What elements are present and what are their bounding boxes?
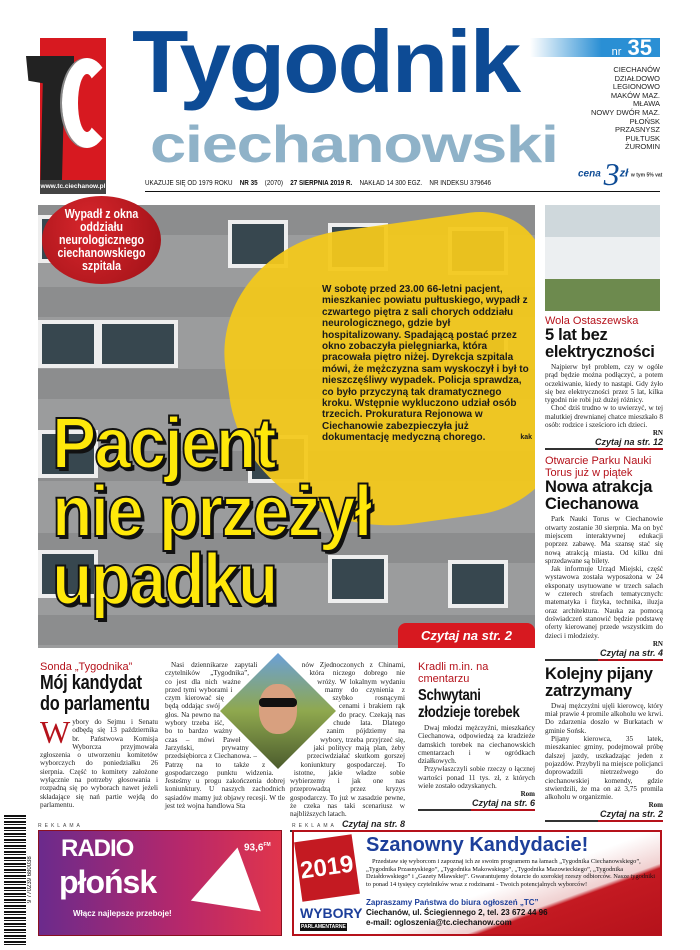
election-badge-sub: PARLAMENTARNE	[301, 924, 346, 930]
barcode-digits: 9 770239 680038	[27, 856, 33, 904]
town: MAKÓW MAZ.	[610, 90, 660, 100]
price-currency: zł	[619, 167, 629, 180]
sonda-col3: nów Zjednoczonych z Chinami, która niczego dobrego nie wróży. W lokalnym wydaniu mamy do czynienia z szybko rosnącymi cenami i brakiem rąk do pracy. Czekają nas chude lata. Dlatego zanim pójdziemy na wybory, trzeba przyjrzeć się, jaki politycy mają plan, żeby przeciwdziałać skutkom gorszej koniunktury gospodarczej. To istotne, jakie władze sobie wybierzemy i jak one nas przeprowadzą przez kryzys gospodarczy. To już w zasadzie pewne, że czeka nas taki scenariusz w najbliższych latach.	[290, 661, 405, 819]
article-electricity	[545, 315, 663, 450]
website-link[interactable]: www.tc.ciechanow.pl	[40, 180, 106, 194]
read-more-main[interactable]: Czytaj na str. 2	[398, 623, 535, 648]
headline-line: upadku	[52, 540, 277, 620]
article-title: Mój kandydat do parlamentu	[40, 672, 150, 715]
right-column	[545, 315, 663, 822]
kicker: Kradli m.in. na cmentarzu	[418, 661, 489, 685]
sonda-col2: Nasi dziennikarze zapytali czytelników „Tygodnika”, co jest dla nich ważne przed tymi wyborami i czym kierować się będą oddając swój głos. Na pewno na wybory trzeba iść, bo to bardzo ważny czas – mówi Paweł Jarzyński, prywatny przedsiębiorca z Ciechanowa. – Patrzę na to także z gospodarczego punktu widzenia. Jesteśmy u progu zakończenia dobrej koniunktury. U naszych zachodnich sąsiadów mamy już objawy recesji. W tle jest też wojna handlowa Sta	[165, 661, 285, 811]
play-logo-icon	[179, 847, 261, 932]
price-vat: w tym 5% vat	[630, 172, 663, 179]
paragraph: Jak informuje Urząd Miejski, część wystawowa została wyposażona w 24 eksponaty usytuowane w trzech salach w czterech strefach tematycznych: matematyka i fizyka, technika, iluzja oraz architektura. Nauka za pomocą doświadczeń stanowić będzie podstawę oferty kierowanej przede wszystkim do dzieci i młodzieży.	[545, 565, 663, 640]
election-badge-text: WYBORY	[300, 905, 363, 921]
election-ad-title: Szanowny Kandydacie!	[366, 834, 589, 856]
issue-number: 35	[627, 35, 652, 60]
total: (2070)	[264, 180, 284, 187]
paragraph: Przywłaszczyli sobie rzeczy o łącznej wartości ponad 11 tys. zł, z których wiele zostało odzyskanych.	[418, 765, 535, 791]
election-ad-invite: Zapraszamy Państwa do biura ogłoszeń „TC”	[366, 898, 539, 907]
town: MŁAWA	[633, 99, 660, 109]
radio-word: RADIO	[61, 835, 134, 862]
article-title: Schwytani złodzieje torebek	[418, 687, 520, 721]
paragraph: Park Nauki Torus w Ciechanowie otwarty zostanie 30 sierpnia. Ma on być miejscem interaktywnej edukacji poprzez zabawę. Ma szansę stać się nową atrakcją miasta. Od kilku dni sprzedawane są bilety.	[545, 515, 663, 565]
kicker: Sonda „Tygodnika”	[40, 661, 133, 673]
author: Rom	[520, 790, 535, 799]
paragraph: Choć dziś trudno w to uwierzyć, w tej malutkiej drewnianej chatce mieszkało 8 osób: rodzice i sześcioro ich dzieci.	[545, 404, 663, 430]
article-title: 5 lat bez elektryczności	[545, 326, 655, 361]
town: LEGIONOWO	[612, 82, 660, 92]
logo-c-shape	[62, 58, 112, 148]
kicker-bubble: Wypadł z okna oddziału neurologicznego ciechanowskiego szpitala	[42, 196, 161, 284]
town: PRZASNYSZ	[614, 125, 660, 135]
ad-label: REKLAMA	[38, 823, 83, 829]
radio-frequency	[244, 839, 271, 854]
issue-prefix: nr	[611, 46, 622, 58]
article-drunk-driver	[545, 666, 663, 823]
sonda-col3-wrap	[290, 661, 405, 832]
sonda-col2-wrap	[165, 661, 285, 810]
barcode	[4, 815, 26, 945]
election-year-badge: 2019	[294, 834, 360, 901]
election-ad[interactable]	[292, 830, 662, 936]
article-title: Nowa atrakcja Ciechanowa	[545, 478, 653, 514]
read-more[interactable]: Czytaj na str. 8	[290, 819, 405, 832]
town: DZIAŁDOWO	[614, 73, 660, 83]
ad-label: REKLAMA	[292, 823, 337, 829]
town: ŻUROMIN	[625, 142, 660, 152]
freq: 93,6	[244, 842, 264, 854]
election-ad-email[interactable]: e-mail: ogloszenia@tc.ciechanow.com	[366, 918, 512, 927]
read-more[interactable]: Czytaj na str. 4	[545, 648, 663, 661]
kicker: Wola Ostaszewska	[545, 315, 639, 327]
town: PŁOŃSK	[629, 116, 660, 126]
title-ciechanowski: ciechanowski	[150, 116, 558, 174]
index: NR INDEKSU 379646	[429, 180, 492, 187]
radio-name: płońsk	[59, 864, 157, 900]
paragraph: Dwaj mężczyźni ujęli kierowcę, który miał prawie 4 promile alkoholu we krwi. Do zdarzenia doszło w Burkatach w gminie Sońsk.	[545, 701, 663, 735]
towns-list	[570, 66, 660, 152]
read-more[interactable]: Czytaj na str. 12	[545, 437, 663, 450]
circulation: NAKŁAD 14 300 EGZ.	[359, 180, 423, 187]
town: CIECHANÓW	[613, 65, 660, 74]
tc-logo	[40, 38, 106, 180]
date: 27 SIERPNIA 2019 R.	[290, 180, 353, 187]
nr: NR 35	[239, 180, 258, 187]
house-photo	[545, 205, 660, 311]
article-theft	[418, 661, 535, 811]
lead-author: kak	[520, 434, 532, 442]
since: UKAZUJE SIĘ OD 1979 ROKU	[145, 180, 233, 187]
election-ad-body: Przedstaw się wyborcom i zapoznaj ich ze swoim programem na łamach „Tygodnika Ciechanowskiego”, „Tygodnika Przasnyskiego”, „Tygodnika Makowskiego”, „Tygodnika Mazowieckiego”, „Tygodnika Działdowskiego” i „Gazety Mławskiej”. Gwarantujemy dotarcie do szerokiej rzeszy odbiorców. Nasze tygodniki to ponad 14 tysięcy czytelników wraz z rodzinami - Twoich potencjalnych wyborców!	[366, 858, 656, 888]
read-more[interactable]: Czytaj na str. 6	[418, 798, 535, 811]
author: RN	[652, 639, 663, 648]
town: NOWY DWÓR MAZ.	[590, 107, 660, 117]
title-tygodnik: Tygodnik	[132, 12, 520, 111]
article-torus	[545, 455, 663, 660]
price-label: cena	[578, 168, 601, 180]
author: RN	[652, 429, 663, 438]
price	[578, 158, 662, 190]
radio-slogan: Włącz najlepsze przeboje!	[73, 909, 172, 918]
paragraph: ybory do Sejmu i Senatu odbędą się 13 października br. Państwowa Komisja Wyborcza przyjmowała zgłoszenia o utworzeniu komitetów wyborczych do poniedziałku 26 sierpnia. Część to komitety założone wyłącznie na potrzeby głosowania i rozpadną się po wyborach nawet jeżeli składające się nań partie wejdą do parlamentu.	[40, 718, 158, 809]
dropcap: W	[40, 714, 71, 750]
price-amount: 3	[603, 156, 620, 192]
paragraph: Najpierw był problem, czy w ogóle prąd będzie można podłączyć, a potem oczekiwanie, kiedy to nastąpi. Gdy żyło się bez elektryczności przez 5 lat, kilka tygodni nie robi już dużej różnicy.	[545, 363, 663, 405]
author: Rom	[648, 801, 663, 810]
article-title: Kolejny pijany zatrzymany	[545, 664, 653, 700]
paragraph: Pijany kierowca, 35 latek, mieszkaniec gminy, podejmował próbę dalszej jazdy, uszkadzając jeden z pojazdów. Przybyli na miejsce policjanci doprowadzili nietrzeźwego do ciechanowskiej komendy, gdzie stwierdzili, że ma on aż 3,75 promila alkoholu w organizmie.	[545, 735, 663, 802]
town: PUŁTUSK	[625, 133, 660, 143]
main-headline	[52, 404, 371, 620]
sonda-article	[40, 661, 158, 809]
lead-body: W sobotę przed 23.00 66-letni pacjent, mieszkaniec powiatu pułtuskiego, wypadł z czwartego piętra z sali chorych oddziału neurologicznego, gdzie był hospitalizowany. Spadającą postać przez okno zobaczyła pielęgniarka, która pracowała piętro niżej. Dyrekcja szpitala mówi, że mężczyzna sam wyskoczył i był to nieszczęśliwy wypadek. Policja sprawdza, co było przyczyną tak dramatycznego kroku. Wstępnie wykluczono udział osób trzecich. Prokuratura Rejonowa w Ciechanowie zabezpieczyła już dokumentację medyczną chorego.	[322, 284, 529, 444]
read-more[interactable]: Czytaj na str. 2	[545, 809, 663, 822]
headline-line: nie przeżył	[52, 472, 371, 552]
paragraph: Dwaj młodzi mężczyźni, mieszkańcy Ciechanowa, odpowiedzą za kradzieże damskich torebek na ciechanowskich cmentarzach i w ogródkach działkowych.	[418, 724, 535, 766]
issue-badge	[530, 35, 660, 60]
kicker: Otwarcie Parku Nauki Torus już w piątek	[545, 455, 652, 480]
radio-plonsk-ad[interactable]	[38, 830, 282, 936]
headline-line: Pacjent	[52, 404, 275, 484]
election-ad-address: Ciechanów, ul. Ściegiennego 2, tel. 23 672 44 96	[366, 908, 548, 917]
freq-unit: FM	[263, 842, 271, 848]
